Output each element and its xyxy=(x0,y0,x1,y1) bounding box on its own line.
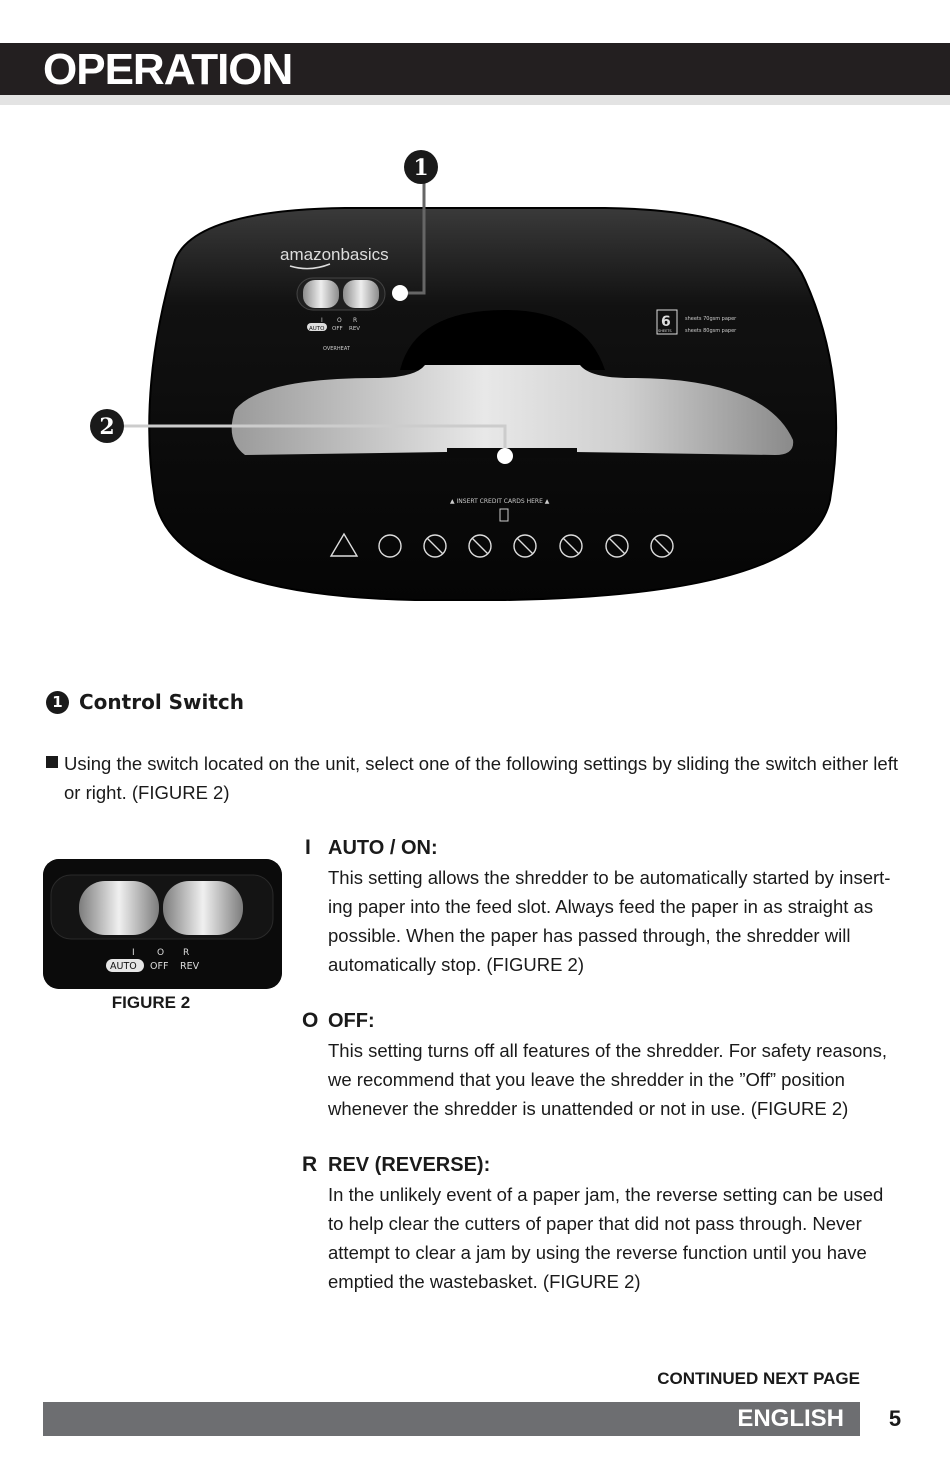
setting-off-label: OFF: xyxy=(328,1010,375,1032)
credit-card-label: ▲ INSERT CREDIT CARDS HERE ▲ xyxy=(450,498,550,505)
continued-next-page: CONTINUED NEXT PAGE xyxy=(657,1369,860,1388)
setting-off-description: This setting turns off all features of the shredder. For safety reasons, we recommend that you leave the shredder in the ”Off” position whenever the shredder is unattended or not in use. (FIGURE 2) xyxy=(328,1040,888,1119)
capacity-line-1: sheets 70gsm paper xyxy=(685,316,737,322)
figure-2-switch-image xyxy=(43,859,282,989)
intro-bullet xyxy=(46,749,906,807)
setting-rev-label: REV (REVERSE): xyxy=(328,1154,491,1176)
capacity-unit: SHEETS xyxy=(658,329,672,333)
fig2-pos-r: R xyxy=(183,948,190,958)
section-title: Control Switch xyxy=(79,690,245,714)
shredder-top-view-image xyxy=(85,140,865,620)
section-number: 1 xyxy=(46,691,69,714)
section-heading xyxy=(46,690,244,714)
fig2-label-rev: REV xyxy=(180,961,200,972)
brand-logo: amazonbasics xyxy=(280,245,389,264)
callout-1-number: 1 xyxy=(413,155,429,181)
page-number: 5 xyxy=(888,1406,902,1431)
capacity-line-2: sheets 80gsm paper xyxy=(685,328,737,334)
bullet-square-icon xyxy=(46,756,58,768)
setting-auto-description: This setting allows the shredder to be automatically started by insert-ing paper into the feed slot. Always feed the paper in as straight as possible. When the paper has passed through, the shredder will automatically stop. (FIGURE 2) xyxy=(328,867,891,975)
fig1-overheat: OVERHEAT xyxy=(323,346,350,352)
fig1-label-off: OFF xyxy=(332,326,343,332)
page-title: OPERATION xyxy=(43,45,293,94)
fig1-pos-r: R xyxy=(353,317,358,324)
fig2-label-off: OFF xyxy=(150,961,169,972)
fig1-pos-o: O xyxy=(337,317,342,324)
intro-text: Using the switch located on the unit, select one of the following settings by sliding the switch either left or right. (FIGURE 2) xyxy=(64,753,898,803)
fig1-label-rev: REV xyxy=(349,326,361,332)
fig2-pos-i: I xyxy=(132,948,135,958)
fig1-pos-i: I xyxy=(321,317,323,324)
fig2-label-auto: AUTO xyxy=(110,961,137,972)
setting-off-key: O xyxy=(302,1009,319,1032)
footer-language: ENGLISH xyxy=(737,1405,844,1432)
capacity-number: 6 xyxy=(661,314,671,330)
fig2-pos-o: O xyxy=(157,948,165,958)
setting-auto-key: I xyxy=(305,836,311,859)
setting-rev-description: In the unlikely event of a paper jam, the reverse setting can be used to help clear the cutters of paper that did not pass through. Never attempt to clear a jam by using the reverse function until you have emptied the wastebasket. (FIGURE 2) xyxy=(328,1184,884,1292)
callout-2-number: 2 xyxy=(99,414,115,440)
header-underline xyxy=(0,95,950,105)
setting-auto-label: AUTO / ON: xyxy=(328,837,438,859)
fig1-label-auto: AUTO xyxy=(309,326,325,332)
setting-rev-key: R xyxy=(302,1153,318,1176)
figure-2-caption: FIGURE 2 xyxy=(111,993,191,1012)
